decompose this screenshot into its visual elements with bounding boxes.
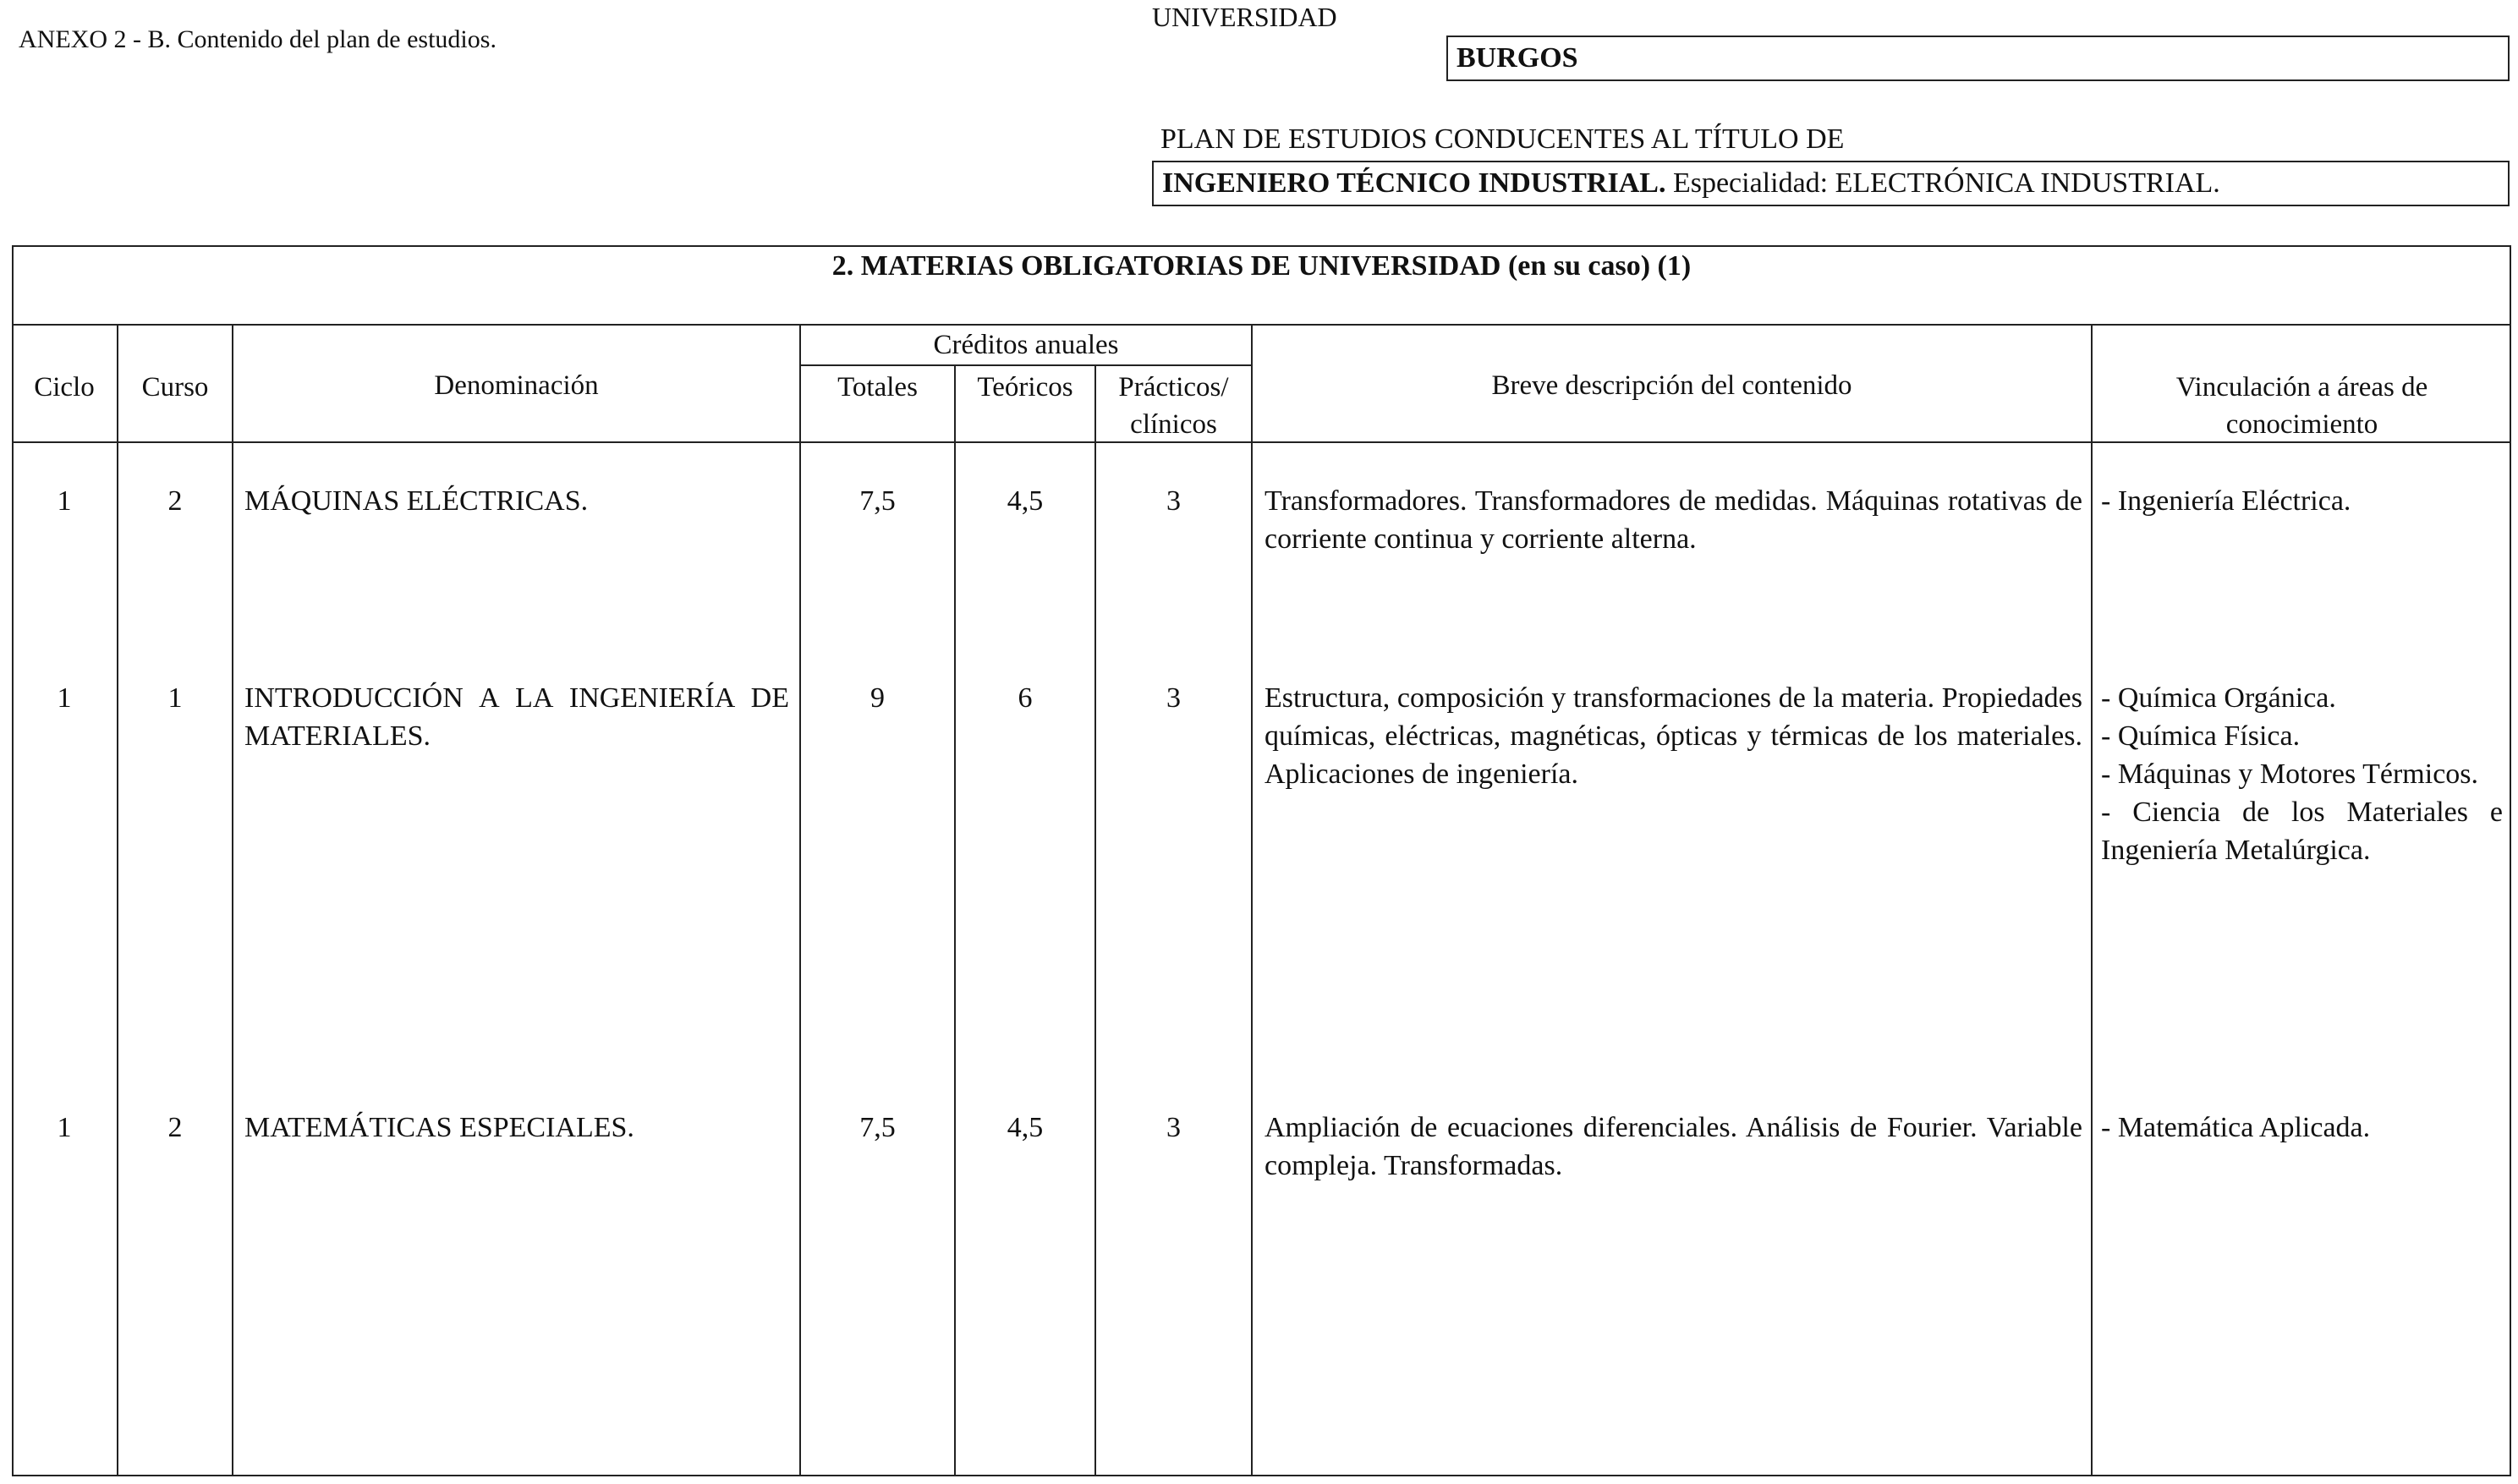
row-totales: 7,5 bbox=[859, 1112, 896, 1143]
header-practicos-line2: clínicos bbox=[1130, 409, 1217, 440]
row-ciclo: 1 bbox=[57, 1112, 72, 1143]
area-item: - Ciencia de los Materiales e Ingeniería Metalúrgica. bbox=[2101, 797, 2503, 866]
annex-description: Contenido del plan de estudios. bbox=[177, 25, 496, 53]
header-ciclo: Ciclo bbox=[34, 372, 95, 402]
header-teoricos: Teóricos bbox=[977, 372, 1073, 402]
header-denominacion: Denominación bbox=[434, 370, 599, 401]
row-practicos: 3 bbox=[1166, 682, 1181, 714]
area-item: - Máquinas y Motores Térmicos. bbox=[2101, 758, 2479, 790]
row-areas bbox=[2101, 679, 2503, 869]
area-item: - Química Física. bbox=[2101, 720, 2301, 752]
column-divider bbox=[2091, 324, 2093, 1476]
header-totales: Totales bbox=[837, 372, 918, 402]
plan-label: PLAN DE ESTUDIOS CONDUCENTES AL TÍTULO DE bbox=[1160, 123, 1845, 155]
header-vinculacion-line2: conocimiento bbox=[2225, 409, 2378, 440]
header-creditos: Créditos anuales bbox=[933, 330, 1119, 360]
column-divider bbox=[954, 364, 956, 1476]
degree-title: INGENIERO TÉCNICO INDUSTRIAL. bbox=[1162, 167, 1666, 199]
row-totales: 7,5 bbox=[859, 485, 896, 517]
area-item: - Matemática Aplicada. bbox=[2101, 1112, 2371, 1143]
row-practicos: 3 bbox=[1166, 485, 1181, 517]
row-totales: 9 bbox=[870, 682, 885, 714]
row-practicos: 3 bbox=[1166, 1112, 1181, 1143]
header-vinculacion-line1: Vinculación a áreas de bbox=[2175, 372, 2428, 402]
row-ciclo: 1 bbox=[57, 485, 72, 517]
row-teoricos: 4,5 bbox=[1007, 1112, 1044, 1143]
row-curso: 2 bbox=[167, 1112, 183, 1143]
section-title: 2. MATERIAS OBLIGATORIAS DE UNIVERSIDAD (en su caso) (1) bbox=[831, 250, 1692, 282]
row-descripcion: Estructura, composición y transformaciones de la materia. Propiedades químicas, eléctricas, magnéticas, ópticas y térmicas de los materiales. Aplicaciones de ingeniería. bbox=[1264, 682, 2082, 790]
university-name-box bbox=[1446, 36, 2510, 81]
credits-divider bbox=[799, 364, 1253, 366]
column-divider bbox=[232, 324, 233, 1476]
row-teoricos: 4,5 bbox=[1007, 485, 1044, 517]
row-denominacion: MÁQUINAS ELÉCTRICAS. bbox=[244, 485, 589, 517]
header-vinculacion bbox=[2093, 369, 2511, 443]
header-practicos-line1: Prácticos/ bbox=[1118, 372, 1229, 402]
header-practicos bbox=[1096, 369, 1251, 443]
row-teoricos: 6 bbox=[1018, 682, 1033, 714]
row-areas bbox=[2101, 1109, 2503, 1147]
row-curso: 1 bbox=[167, 682, 183, 714]
area-item: - Química Orgánica. bbox=[2101, 682, 2336, 714]
row-denominacion: INTRODUCCIÓN A LA INGENIERÍA DE MATERIALES. bbox=[244, 682, 789, 752]
header-descripcion: Breve descripción del contenido bbox=[1491, 370, 1852, 401]
row-descripcion: Transformadores. Transformadores de medidas. Máquinas rotativas de corriente continua y corriente alterna. bbox=[1264, 485, 2082, 555]
section-divider bbox=[12, 324, 2511, 326]
annex-heading bbox=[19, 25, 496, 54]
degree-title-box bbox=[1152, 161, 2510, 206]
header-curso: Curso bbox=[141, 372, 209, 402]
row-areas bbox=[2101, 482, 2503, 520]
annex-number: ANEXO 2 - B. bbox=[19, 25, 171, 53]
row-curso: 2 bbox=[167, 485, 183, 517]
column-divider bbox=[1251, 324, 1253, 1476]
area-item: - Ingeniería Eléctrica. bbox=[2101, 485, 2351, 517]
column-divider bbox=[1094, 364, 1096, 1476]
row-ciclo: 1 bbox=[57, 682, 72, 714]
degree-specialty: Especialidad: ELECTRÓNICA INDUSTRIAL. bbox=[1672, 167, 2220, 199]
row-descripcion: Ampliación de ecuaciones diferenciales. Análisis de Fourier. Variable compleja. Transformadas. bbox=[1264, 1112, 2082, 1181]
university-name: BURGOS bbox=[1456, 42, 1578, 74]
university-label: UNIVERSIDAD bbox=[1152, 2, 1337, 32]
row-denominacion: MATEMÁTICAS ESPECIALES. bbox=[244, 1112, 634, 1143]
